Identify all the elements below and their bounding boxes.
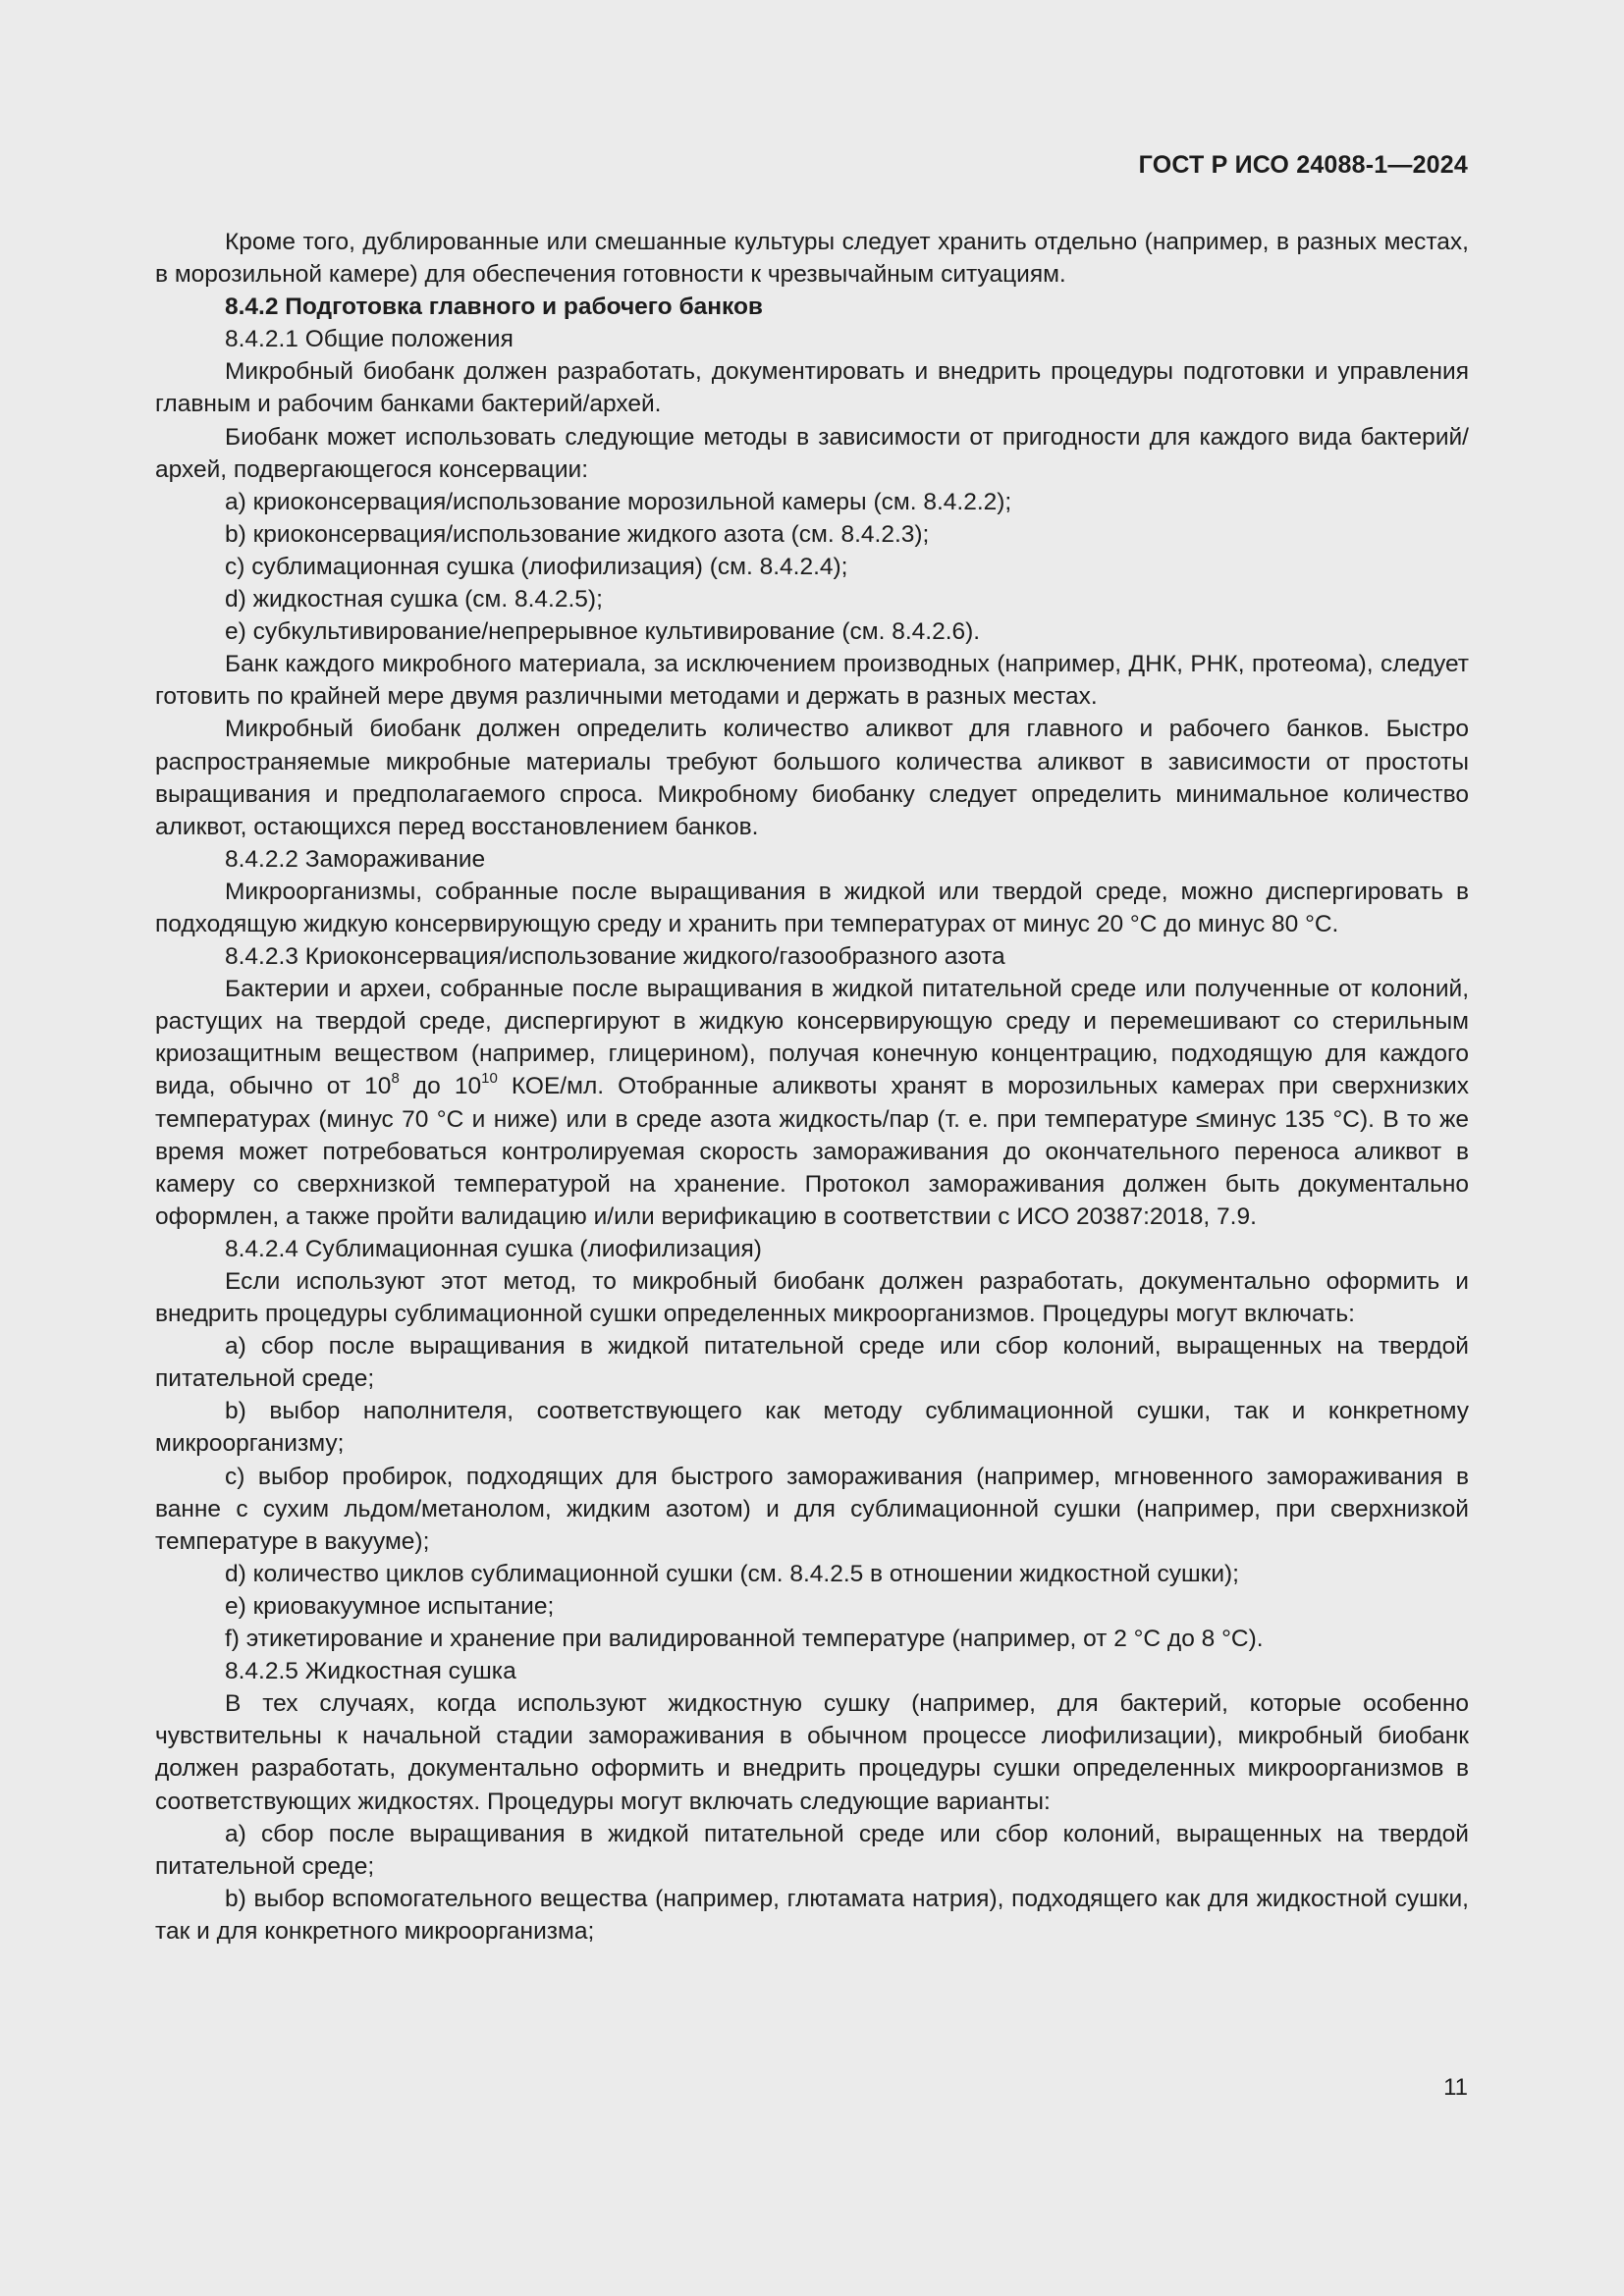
paragraph-with-superscripts bbox=[155, 973, 1469, 1233]
text-segment: до 10 bbox=[399, 1073, 482, 1100]
list-item: f) этикетирование и хранение при валидированной температуре (например, от 2 °C до 8 °C). bbox=[225, 1626, 1264, 1653]
paragraph: В тех случаях, когда используют жидкостную сушку (например, для бактерий, которые особенно чувствительны к начальной стадии замораживания в обычном процессе лиофилизации), микробный биобанк должен разработать, документально оформить и внедрить процедуры сушки определенных микроорганизмов в соответствующих жидкостях. Процедуры могут включать следующие варианты: bbox=[155, 1690, 1469, 1815]
list-item: d) количество циклов сублимационной сушки (см. 8.4.2.5 в отношении жидкостной сушки); bbox=[225, 1560, 1239, 1587]
list-item: c) выбор пробирок, подходящих для быстрого замораживания (например, мгновенного замораживания в ванне с сухим льдом/метанолом, жидким азотом) и для сублимационной сушки (например, при сверхнизкой температуре в вакууме); bbox=[155, 1463, 1469, 1555]
page-number: 11 bbox=[1443, 2074, 1468, 2101]
document-body bbox=[155, 226, 1469, 1948]
paragraph: Микроорганизмы, собранные после выращивания в жидкой или твердой среде, можно диспергировать в подходящую жидкую консервирующую среду и хранить при температурах от минус 20 °C до минус 80 °C. bbox=[155, 878, 1469, 937]
paragraph: Микробный биобанк должен определить количество аликвот для главного и рабочего банков. Быстро распространяемые микробные материалы требуют большого количества аликвот в зависимости от простоты выращивания и предполагаемого спроса. Микробному биобанку следует определить минимальное количество аликвот, остающихся перед восстановлением банков. bbox=[155, 716, 1469, 840]
subsection-heading-8-4-2-2: 8.4.2.2 Замораживание bbox=[225, 845, 486, 873]
list-item: b) криоконсервация/использование жидкого азота (см. 8.4.2.3); bbox=[225, 520, 930, 548]
subsection-heading-8-4-2-3: 8.4.2.3 Криоконсервация/использование жидкого/газообразного азота bbox=[225, 943, 1005, 971]
superscript-exponent: 10 bbox=[481, 1070, 498, 1088]
list-item: c) сублимационная сушка (лиофилизация) (см. 8.4.2.4); bbox=[225, 553, 848, 580]
section-heading-8-4-2: 8.4.2 Подготовка главного и рабочего банков bbox=[225, 294, 763, 321]
list-item: e) субкультивирование/непрерывное культивирование (см. 8.4.2.6). bbox=[225, 618, 981, 646]
text-segment: КОЕ/мл. Отобранные аликвоты хранят в морозильных камерах при сверхнизких температурах (минус 70 °C и ниже) или в среде азота жидкость/пар (т. е. при температуре ≤минус 135 °C). В то же время может потребоваться контролируемая скорость замораживания до окончательного переноса аликвот в камеру со сверхнизкой температурой на хранение. Протокол замораживания должен быть документально оформлен, а также пройти валидацию и/или верификацию в соответствии с ИСО 20387:2018, 7.9. bbox=[155, 1073, 1469, 1230]
paragraph: Банк каждого микробного материала, за исключением производных (например, ДНК, РНК, протеома), следует готовить по крайней мере двумя различными методами и держать в разных местах. bbox=[155, 651, 1469, 711]
list-item: a) криоконсервация/использование морозильной камеры (см. 8.4.2.2); bbox=[225, 488, 1012, 515]
list-item: d) жидкостная сушка (см. 8.4.2.5); bbox=[225, 586, 603, 614]
subsection-heading-8-4-2-1: 8.4.2.1 Общие положения bbox=[225, 326, 514, 353]
list-item: b) выбор вспомогательного вещества (например, глютамата натрия), подходящего как для жидкостной сушки, так и для конкретного микроорганизма; bbox=[155, 1885, 1469, 1945]
list-item: a) сбор после выращивания в жидкой питательной среде или сбор колоний, выращенных на твердой питательной среде; bbox=[155, 1820, 1469, 1880]
subsection-heading-8-4-2-5: 8.4.2.5 Жидкостная сушка bbox=[225, 1658, 516, 1685]
paragraph: Если используют этот метод, то микробный биобанк должен разработать, документально оформить и внедрить процедуры сублимационной сушки определенных микроорганизмов. Процедуры могут включать: bbox=[155, 1268, 1469, 1328]
paragraph: Микробный биобанк должен разработать, документировать и внедрить процедуры подготовки и управления главным и рабочим банками бактерий/архей. bbox=[155, 358, 1469, 418]
document-header: ГОСТ Р ИСО 24088-1—2024 bbox=[1138, 151, 1468, 179]
list-item: b) выбор наполнителя, соответствующего как методу сублимационной сушки, так и конкретному микроорганизму; bbox=[155, 1398, 1469, 1458]
list-item: e) криовакуумное испытание; bbox=[225, 1592, 555, 1620]
paragraph: Биобанк может использовать следующие методы в зависимости от пригодности для каждого вида бактерий/архей, подвергающегося консервации: bbox=[155, 423, 1469, 483]
subsection-heading-8-4-2-4: 8.4.2.4 Сублимационная сушка (лиофилизация) bbox=[225, 1235, 762, 1262]
list-item: a) сбор после выращивания в жидкой питательной среде или сбор колоний, выращенных на твердой питательной среде; bbox=[155, 1333, 1469, 1393]
paragraph: Кроме того, дублированные или смешанные культуры следует хранить отдельно (например, в разных местах, в морозильной камере) для обеспечения готовности к чрезвычайным ситуациям. bbox=[155, 229, 1469, 289]
text-segment: Бактерии и археи, собранные после выращивания в жидкой питательной среде или полученные от колоний, растущих на твердой среде, диспергируют в жидкую консервирующую среду и перемешивают со стерильным криозащитным веществом (например, глицерином), получая конечную концентрацию, подходящую для каждого вида, обычно от 10 bbox=[155, 976, 1469, 1100]
superscript-exponent: 8 bbox=[391, 1070, 400, 1088]
